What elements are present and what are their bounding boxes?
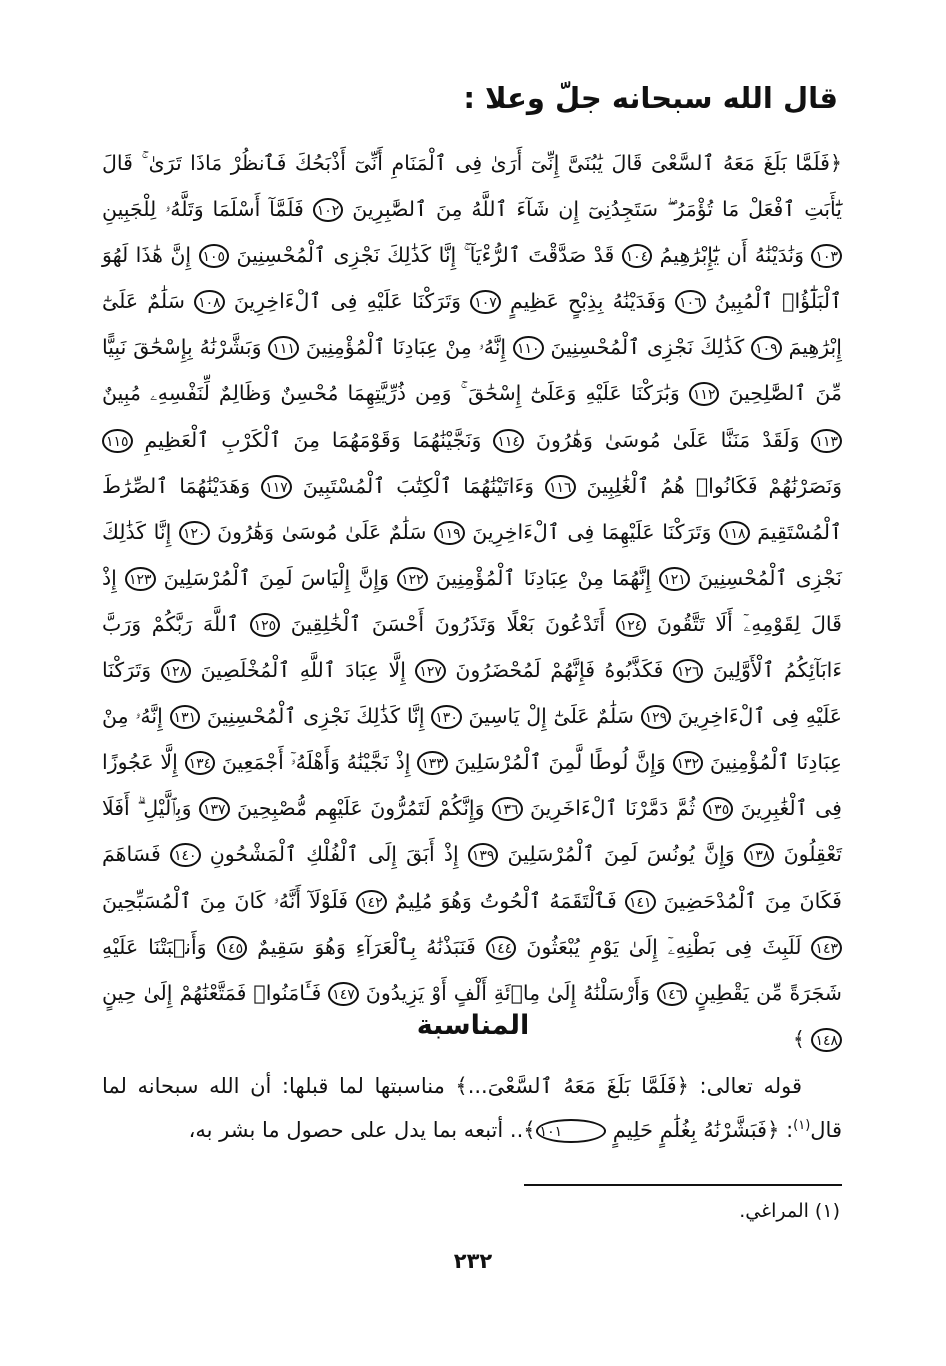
ayah-number-marker: ١١١ [268, 336, 299, 360]
ayah-number-marker: ١٢٦ [673, 659, 704, 683]
ayah-number-marker: ١١٠ [513, 336, 544, 360]
ayah-number-marker: ١٢٥ [250, 613, 281, 637]
ayah-number-marker: ١٢٨ [161, 659, 192, 683]
verse-text: فَلَوْلَآ أَنَّهُۥ كَانَ مِنَ ٱلْمُسَبِّحِينَ [102, 888, 349, 913]
verse-text: إِنَّا كَذَٰلِكَ نَجْزِى ٱلْمُحْسِنِينَ [200, 704, 425, 729]
ayah-number-marker: ١٤٨ [811, 1028, 842, 1052]
ayah-number-marker: ١٣٣ [417, 751, 448, 775]
ayah-number-marker: ١٠١ [536, 1119, 607, 1143]
verse-text: وَإِنَّ يُونُسَ لَمِنَ ٱلْمُرْسَلِينَ [498, 842, 735, 867]
ayah-number-marker: ١٤٤ [486, 936, 517, 960]
verse-text: إِنَّا كَذَٰلِكَ نَجْزِى ٱلْمُحْسِنِينَ [102, 519, 842, 590]
footnote-separator [524, 1184, 842, 1186]
ayah-number-marker: ١١٥ [102, 429, 133, 453]
ornate-bracket-open: ﴿ [829, 151, 842, 175]
verse-text: إِنَّ هَٰذَا لَهُوَ ٱلْبَلَٰٓؤُا۟ ٱلْمُبِينُ [102, 243, 842, 314]
footnote-reference: (١) [793, 1118, 811, 1133]
verse-text: وَنَٰدَيْنَٰهُ أَن يَٰٓإِبْرَٰهِيمُ [652, 243, 805, 268]
ayah-number-marker: ١٤٦ [657, 982, 688, 1006]
ayah-number-marker: ١١٣ [811, 429, 842, 453]
verse-text: قَدْ صَدَّقْتَ ٱلرُّءْيَآ ۚ إِنَّا كَذَٰلِكَ نَجْزِى ٱلْمُحْسِنِينَ [229, 243, 615, 268]
verse-text: سَلَٰمٌ عَلَىٰٓ إِبْرَٰهِيمَ [102, 289, 842, 360]
ayah-number-marker: ١٣٧ [199, 797, 230, 821]
ayah-number-marker: ١١٤ [493, 429, 524, 453]
verse-text: وَنَصَرْنَٰهُمْ فَكَانُوا۟ هُمُ ٱلْغَٰلِبِينَ [575, 473, 842, 498]
verse-text: فَكَذَّبُوهُ فَإِنَّهُمْ لَمُحْضَرُونَ [445, 658, 664, 683]
ayah-number-marker: ١٢٢ [397, 567, 428, 591]
ayah-number-marker: ١٢٠ [179, 521, 210, 545]
verse-text: وَفَدَيْنَٰهُ بِذِبْحٍ عَظِيمٍ [500, 289, 666, 314]
ayah-number-marker: ١٣٩ [468, 843, 499, 867]
page-number: ٢٣٢ [453, 1249, 493, 1273]
ayah-number-marker: ١١٦ [545, 475, 576, 499]
verse-text: إِنَّهُۥ مِنْ عِبَادِنَا ٱلْمُؤْمِنِينَ [102, 704, 843, 775]
ayah-number-marker: ١٤٥ [217, 936, 248, 960]
ayah-number-marker: ١٣٥ [703, 797, 734, 821]
verse-text: أَتَدْعُونَ بَعْلًا وَتَذَرُونَ أَحْسَنَ ٱلْخَٰلِقِينَ [280, 611, 606, 636]
verse-text: وَبَٰرَكْنَا عَلَيْهِ وَعَلَىٰٓ إِسْحَٰقَ ۚ وَمِن ذُرِّيَّتِهِمَا مُحْسِنٌ وَظَالِمٌ لِّنَفْسِهِۦ مُبِينٌ [102, 381, 680, 406]
ayah-number-marker: ١٣٤ [185, 751, 216, 775]
verse-text: كَذَٰلِكَ نَجْزِى ٱلْمُحْسِنِينَ [543, 335, 745, 360]
page-heading: قال الله سبحانه جلّ وعلا : [463, 81, 838, 115]
ayah-number-marker: ١٤١ [625, 890, 656, 914]
ayah-number-marker: ١٠٢ [313, 198, 344, 222]
verse-text: فَنَبَذْنَٰهُ بِٱلْعَرَآءِ وَهُوَ سَقِيمٌ [247, 934, 476, 959]
ayah-number-marker: ١١٩ [434, 521, 465, 545]
ayah-number-marker: ١٣٠ [431, 705, 462, 729]
verse-text: سَلَٰمٌ عَلَىٰ مُوسَىٰ وَهَٰرُونَ [209, 519, 427, 544]
verse-text: فَلَمَّا بَلَغَ مَعَهُ ٱلسَّعْىَ قَالَ يَٰبُنَىَّ إِنِّىٓ أَرَىٰ فِى ٱلْمَنَامِ أَنِّىٓ أَذْبَحُكَ فَٱنظُرْ مَاذَا تَرَىٰ ۚ قَالَ يَٰٓأَبَتِ ٱفْعَلْ مَا تُؤْمَرُ ۖ سَتَجِدُنِىٓ إِن شَآءَ ٱللَّهُ مِنَ ٱلصَّٰبِرِينَ [102, 151, 842, 222]
verse-text: إِذْ أَبَقَ إِلَى ٱلْفُلْكِ ٱلْمَشْحُونِ [200, 842, 459, 867]
ayah-number-marker: ١٠٥ [199, 244, 230, 268]
verse-text: لَلَبِثَ فِى بَطْنِهِۦٓ إِلَىٰ يَوْمِ يُبْعَثُونَ [516, 934, 802, 959]
verse-text: وَإِنَّ إِلْيَاسَ لَمِنَ ٱلْمُرْسَلِينَ [155, 565, 389, 590]
ayah-number-marker: ١٢٩ [641, 705, 672, 729]
ayah-number-marker: ١١٨ [719, 521, 750, 545]
verse-text: ٱللَّهَ رَبَّكُمْ وَرَبَّ ءَابَآئِكُمُ ٱلْأَوَّلِينَ [102, 611, 842, 683]
ayah-number-marker: ١٣٨ [744, 843, 775, 867]
verse-text: إِلَّا عَجُوزًا فِى ٱلْغَٰبِرِينَ [102, 750, 842, 821]
verse-text: سَلَٰمٌ عَلَىٰٓ إِلْ يَاسِينَ [461, 704, 634, 729]
verse-text: وَهَدَيْنَٰهُمَا ٱلصِّرَٰطَ ٱلْمُسْتَقِيمَ [102, 473, 842, 544]
verse-text: ثُمَّ دَمَّرْنَا ٱلْءَاخَرِينَ [522, 796, 696, 821]
ayah-number-marker: ١٠٦ [675, 290, 706, 314]
verse-text: إِنَّهُمَا مِنْ عِبَادِنَا ٱلْمُؤْمِنِينَ [427, 565, 652, 590]
verse-text: إِذْ قَالَ لِقَوْمِهِۦٓ أَلَا تَتَّقُونَ [102, 565, 842, 636]
ayah-number-marker: ١٠٩ [751, 336, 782, 360]
verse-text: وَتَرَكْنَا عَلَيْهِ فِى ٱلْءَاخِرِينَ [224, 289, 462, 314]
paragraph-text-3: ﴾.. أتبعه بما يدل على حصول ما بشر به، [188, 1118, 536, 1142]
paragraph-text-2: : ﴿فَبَشَّرْنَٰهُ بِغُلَٰمٍ حَلِيمٍ [612, 1118, 794, 1142]
verse-text: وَأَنۢبَتْنَا عَلَيْهِ شَجَرَةً مِّن يَقْطِينٍ [102, 934, 842, 1005]
verse-text: وَإِنَّكُمْ لَتَمُرُّونَ عَلَيْهِم مُّصْبِحِينَ [229, 796, 485, 821]
quran-verses-block [102, 140, 842, 1062]
verse-text: فَسَاهَمَ فَكَانَ مِنَ ٱلْمُدْحَضِينَ [102, 842, 842, 913]
verse-text: فَٱلْتَقَمَهُ ٱلْحُوتُ وَهُوَ مُلِيمٌ [386, 888, 617, 913]
verse-text: إِلَّا عِبَادَ ٱللَّهِ ٱلْمُخْلَصِينَ [191, 658, 406, 683]
ayah-number-marker: ١٢٣ [125, 567, 156, 591]
ayah-number-marker: ١٣٢ [673, 751, 704, 775]
paragraph-text-1: قوله تعالى: ﴿فَلَمَّا بَلَغَ مَعَهُ ٱلسَّعْىَ...﴾ مناسبتها لما قبلها: أن الله سبحانه لما قال [102, 1074, 842, 1142]
verse-text: وَبِٱلَّيْلِ ۗ أَفَلَا تَعْقِلُونَ [102, 796, 842, 867]
footnote: (١) المراغي. [739, 1200, 840, 1222]
verse-text: وَإِنَّ لُوطًا لَّمِنَ ٱلْمُرْسَلِينَ [447, 750, 666, 775]
verse-text: وَلَقَدْ مَنَنَّا عَلَىٰ مُوسَىٰ وَهَٰرُونَ [523, 427, 800, 452]
ayah-number-marker: ١١٢ [689, 382, 720, 406]
verse-text: وَتَرَكْنَا عَلَيْهِمَا فِى ٱلْءَاخِرِينَ [464, 519, 712, 544]
ayah-number-marker: ١٠٧ [470, 290, 501, 314]
ayah-number-marker: ١٤٢ [356, 890, 387, 914]
verse-text: وَنَجَّيْنَٰهُمَا وَقَوْمَهُمَا مِنَ ٱلْكَرْبِ ٱلْعَظِيمِ [132, 427, 482, 452]
ayah-number-marker: ١١٧ [261, 475, 292, 499]
ayah-number-marker: ١٤٣ [811, 936, 842, 960]
verse-text: فَلَمَّآ أَسْلَمَا وَتَلَّهُۥ لِلْجَبِينِ [102, 197, 304, 222]
verse-text: وَءَاتَيْنَٰهُمَا ٱلْكِتَٰبَ ٱلْمُسْتَبِينَ [291, 473, 534, 498]
section-title: المناسبة [416, 1010, 530, 1041]
ayah-number-marker: ١٠٨ [194, 290, 225, 314]
ayah-number-marker: ١٠٤ [622, 244, 653, 268]
ayah-number-marker: ١٠٣ [811, 244, 842, 268]
ayah-number-marker: ١٢٧ [415, 659, 446, 683]
commentary-paragraph [102, 1064, 842, 1152]
ayah-number-marker: ١٤٧ [328, 982, 359, 1006]
verse-text: إِذْ نَجَّيْنَٰهُ وَأَهْلَهُۥٓ أَجْمَعِينَ [215, 750, 411, 775]
verse-text: وَتَرَكْنَا عَلَيْهِ فِى ٱلْءَاخِرِينَ [102, 658, 842, 729]
verse-text: فَـَٔامَنُوا۟ فَمَتَّعْنَٰهُمْ إِلَىٰ حِينٍ [102, 980, 322, 1005]
verse-text: وَأَرْسَلْنَٰهُ إِلَىٰ مِا۟ئَةِ أَلْفٍ أَوْ يَزِيدُونَ [358, 980, 650, 1005]
ayah-number-marker: ١٣٦ [492, 797, 523, 821]
ornate-bracket-close: ﴾ [792, 1026, 805, 1051]
verse-text: وَبَشَّرْنَٰهُ بِإِسْحَٰقَ نَبِيًّا مِّنَ ٱلصَّٰلِحِينَ [102, 335, 842, 406]
ayah-number-marker: ١٢٤ [616, 613, 647, 637]
verse-text: إِنَّهُۥ مِنْ عِبَادِنَا ٱلْمُؤْمِنِينَ [298, 335, 507, 360]
ayah-number-marker: ١٢١ [659, 567, 690, 591]
ayah-number-marker: ١٣١ [170, 705, 201, 729]
ayah-number-marker: ١٤٠ [170, 843, 201, 867]
